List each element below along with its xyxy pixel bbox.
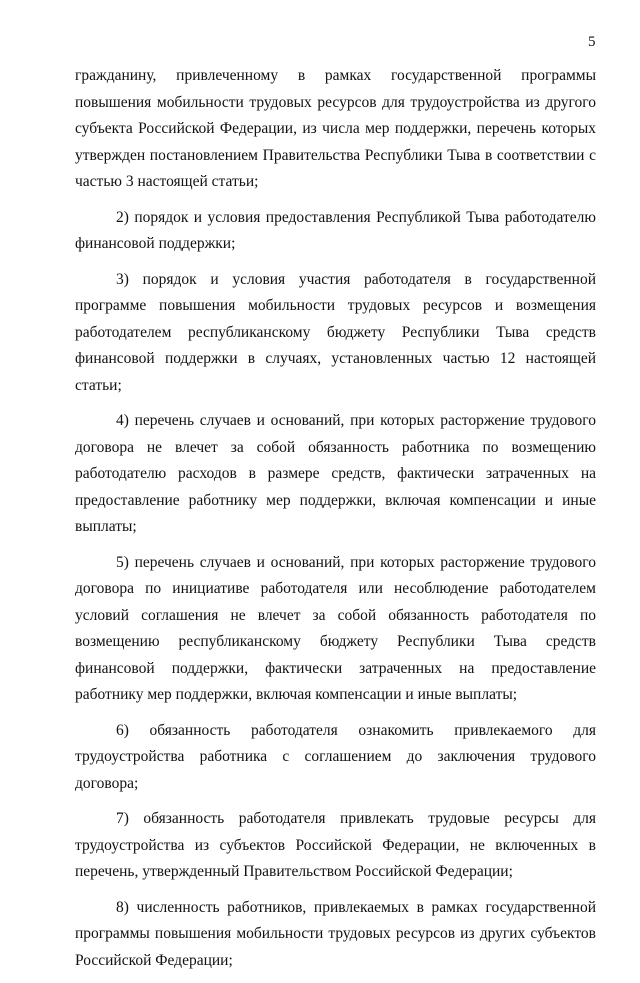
paragraph-item-4: 4) перечень случаев и оснований, при которых расторжение трудового договора не влечет за собой обязанность работника по возмещению работодателю расходов в размере средств, фактически затраченных на предоставление работнику мер поддержки, включая компенсации и иные выплаты;: [75, 412, 596, 535]
paragraph-item-6: 6) обязанность работодателя ознакомить привлекаемого для трудоустройства работника с соглашением до заключения трудового договора;: [75, 721, 596, 792]
paragraph-item-7: 7) обязанность работодателя привлекать трудовые ресурсы для трудоустройства из субъектов Российской Федерации, не включенных в перечень, утвержденный Правительством Российской Федерации;: [75, 810, 596, 880]
document-body: [75, 63, 596, 983]
paragraph-item-8: 8) численность работников, привлекаемых в рамках государственной программы повышения мобильности трудовых ресурсов из других субъектов Российской Федерации;: [75, 898, 596, 969]
paragraph-item-3: 3) порядок и условия участия работодателя в государственной программе повышения мобильности трудовых ресурсов и возмещения работодателем республиканскому бюджету Республики Тыва средств финансовой поддержки в случаях, установленных частью 12 настоящей статьи;: [75, 270, 596, 394]
paragraph-item-2: 2) порядок и условия предоставления Республикой Тыва работодателю финансовой поддержки;: [75, 208, 596, 252]
paragraph-item-5: 5) перечень случаев и оснований, при которых расторжение трудового договора по инициативе работодателя или несоблюдение работодателем условий соглашения не влечет за собой обязанность работодателя по возмещению республиканскому бюджету Республики Тыва средств финансовой поддержки, фактически затраченных на предоставление работнику мер поддержки, включая компенсации и иные выплаты;: [75, 553, 596, 703]
paragraph-continuation: гражданину, привлеченному в рамках государственной программы повышения мобильности трудовых ресурсов для трудоустройства из другого субъекта Российской Федерации, из числа мер поддержки, перечень которых утвержден постановлением Правительства Республики Тыва в соответствии с частью 3 настоящей статьи;: [75, 67, 596, 190]
page-number: 5: [588, 34, 596, 50]
